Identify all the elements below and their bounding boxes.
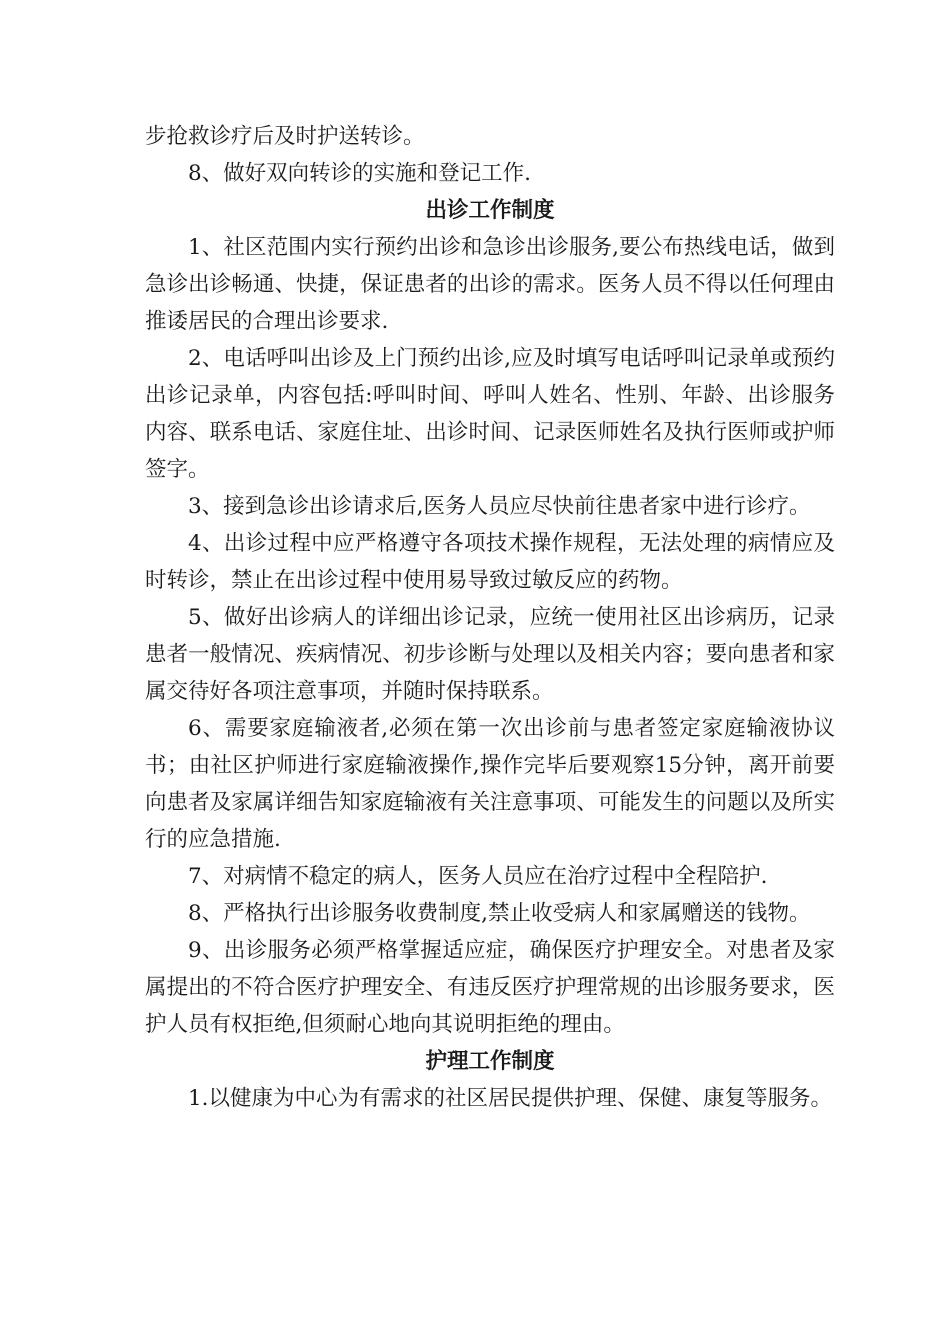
list-item: 7、对病情不稳定的病人，医务人员应在治疗过程中全程陪护. xyxy=(188,864,768,889)
list-item: 1、社区范围内实行预约出诊和急诊出诊服务,要公布热线电话，做到急诊出诊畅通、快捷，保证患者的出诊的需求。医务人员不得以任何理由推诿居民的合理出诊要求. xyxy=(145,235,835,334)
section-title-outpatient-visit: 出诊工作制度 xyxy=(425,198,555,223)
list-item: 6、需要家庭输液者,必须在第一次出诊前与患者签定家庭输液协议书；由社区护师进行家庭输液操作,操作完毕后要观察15分钟，离开前要向患者及家属详细告知家庭输液有关注意事项、可能发生的问题以及所实行的应急措施. xyxy=(145,716,835,852)
list-item: 4、出诊过程中应严格遵守各项技术操作规程，无法处理的病情应及时转诊，禁止在出诊过程中使用易导致过敏反应的药物。 xyxy=(145,531,835,593)
paragraph-prev-item-8: 8、做好双向转诊的实施和登记工作. xyxy=(188,161,532,186)
paragraph-carryover: 步抢救诊疗后及时护送转诊。 xyxy=(145,124,425,149)
list-item: 1.以健康为中心为有需求的社区居民提供护理、保健、康复等服务。 xyxy=(188,1086,833,1111)
list-item: 9、出诊服务必须严格掌握适应症，确保医疗护理安全。对患者及家属提出的不符合医疗护理安全、有违反医疗护理常规的出诊服务要求，医护人员有权拒绝,但须耐心地向其说明拒绝的理由。 xyxy=(145,938,835,1037)
list-item: 8、严格执行出诊服务收费制度,禁止收受病人和家属赠送的钱物。 xyxy=(188,901,811,926)
document-body xyxy=(145,118,835,1117)
section-title-nursing: 护理工作制度 xyxy=(425,1049,555,1074)
list-item: 2、电话呼叫出诊及上门预约出诊,应及时填写电话呼叫记录单或预约出诊记录单，内容包括:呼叫时间、呼叫人姓名、性别、年龄、出诊服务内容、联系电话、家庭住址、出诊时间、记录医师姓名及执行医师或护师签字。 xyxy=(145,346,835,482)
list-item: 5、做好出诊病人的详细出诊记录，应统一使用社区出诊病历，记录患者一般情况、疾病情况、初步诊断与处理以及相关内容；要向患者和家属交待好各项注意事项，并随时保持联系。 xyxy=(145,605,835,704)
list-item: 3、接到急诊出诊请求后,医务人员应尽快前往患者家中进行诊疗。 xyxy=(188,494,811,519)
